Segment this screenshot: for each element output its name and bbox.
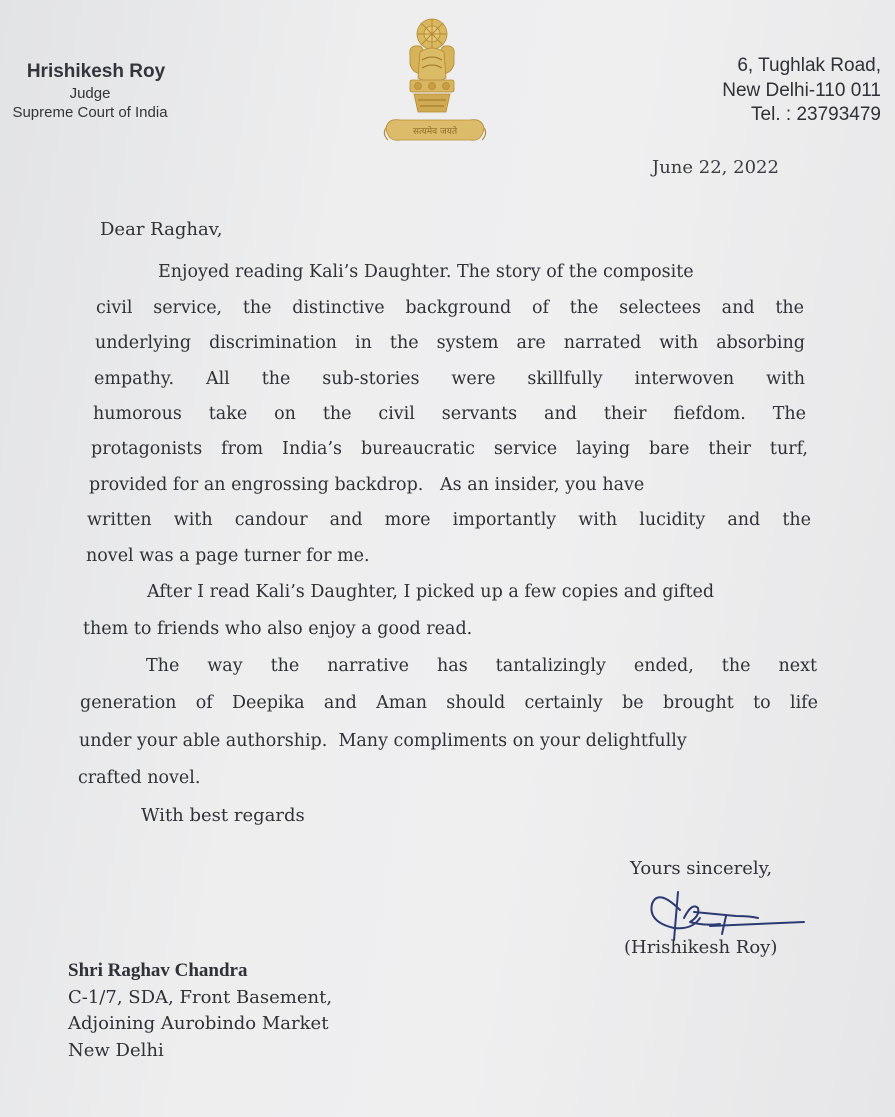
body-line: protagonists from India’s bureaucratic service laying bare their turf,	[91, 439, 808, 459]
national-emblem-icon	[380, 8, 490, 156]
body-line: under your able authorship. Many compliments on your delightfully	[79, 731, 687, 751]
salutation: Dear Raghav,	[100, 219, 223, 240]
recipient-block	[68, 958, 332, 1064]
letter-date: June 22, 2022	[652, 157, 779, 178]
signatory-name: (Hrishikesh Roy)	[624, 937, 778, 958]
recipient-address-line-3: New Delhi	[68, 1039, 164, 1061]
emblem-motto: सत्यमेव जयते	[412, 127, 458, 137]
body-line: After I read Kali’s Daughter, I picked up a few copies and gifted	[147, 582, 715, 602]
recipient-address-line-1: C-1/7, SDA, Front Basement,	[68, 986, 333, 1008]
address-line-2: New Delhi-110 011	[722, 79, 881, 101]
body-line: provided for an engrossing backdrop. As an insider, you have	[89, 475, 645, 495]
regards: With best regards	[141, 805, 305, 826]
body-line: them to friends who also enjoy a good read.	[83, 619, 473, 639]
telephone: Tel. : 23793479	[751, 104, 881, 125]
body-line: written with candour and more importantly with lucidity and the	[87, 510, 811, 530]
body-line: Enjoyed reading Kali’s Daughter. The story of the composite	[158, 262, 694, 282]
body-line: generation of Deepika and Aman should certainly be brought to life	[80, 693, 818, 713]
body-line: empathy. All the sub-stories were skillfully interwoven with	[94, 369, 805, 389]
handwritten-signature	[640, 882, 820, 942]
body-line: underlying discrimination in the system are narrated with absorbing	[95, 333, 805, 353]
sender-name: Hrishikesh Roy	[26, 61, 166, 82]
body-line: The way the narrative has tantalizingly ended, the next	[146, 656, 817, 676]
body-line: crafted novel.	[78, 768, 201, 788]
recipient-name: Shri Raghav Chandra	[68, 960, 248, 981]
body-line: humorous take on the civil servants and their fiefdom. The	[93, 404, 806, 424]
address-line-1: 6, Tughlak Road,	[737, 55, 881, 76]
sender-block	[0, 60, 180, 122]
sender-court: Supreme Court of India	[12, 104, 168, 121]
letterhead-address	[722, 54, 881, 128]
recipient-address-line-2: Adjoining Aurobindo Market	[68, 1013, 329, 1034]
body-line: novel was a page turner for me.	[86, 546, 370, 566]
closing: Yours sincerely,	[630, 858, 773, 879]
sender-title: Judge	[69, 85, 111, 102]
body-line: civil service, the distinctive background of the selectees and the	[96, 298, 804, 318]
